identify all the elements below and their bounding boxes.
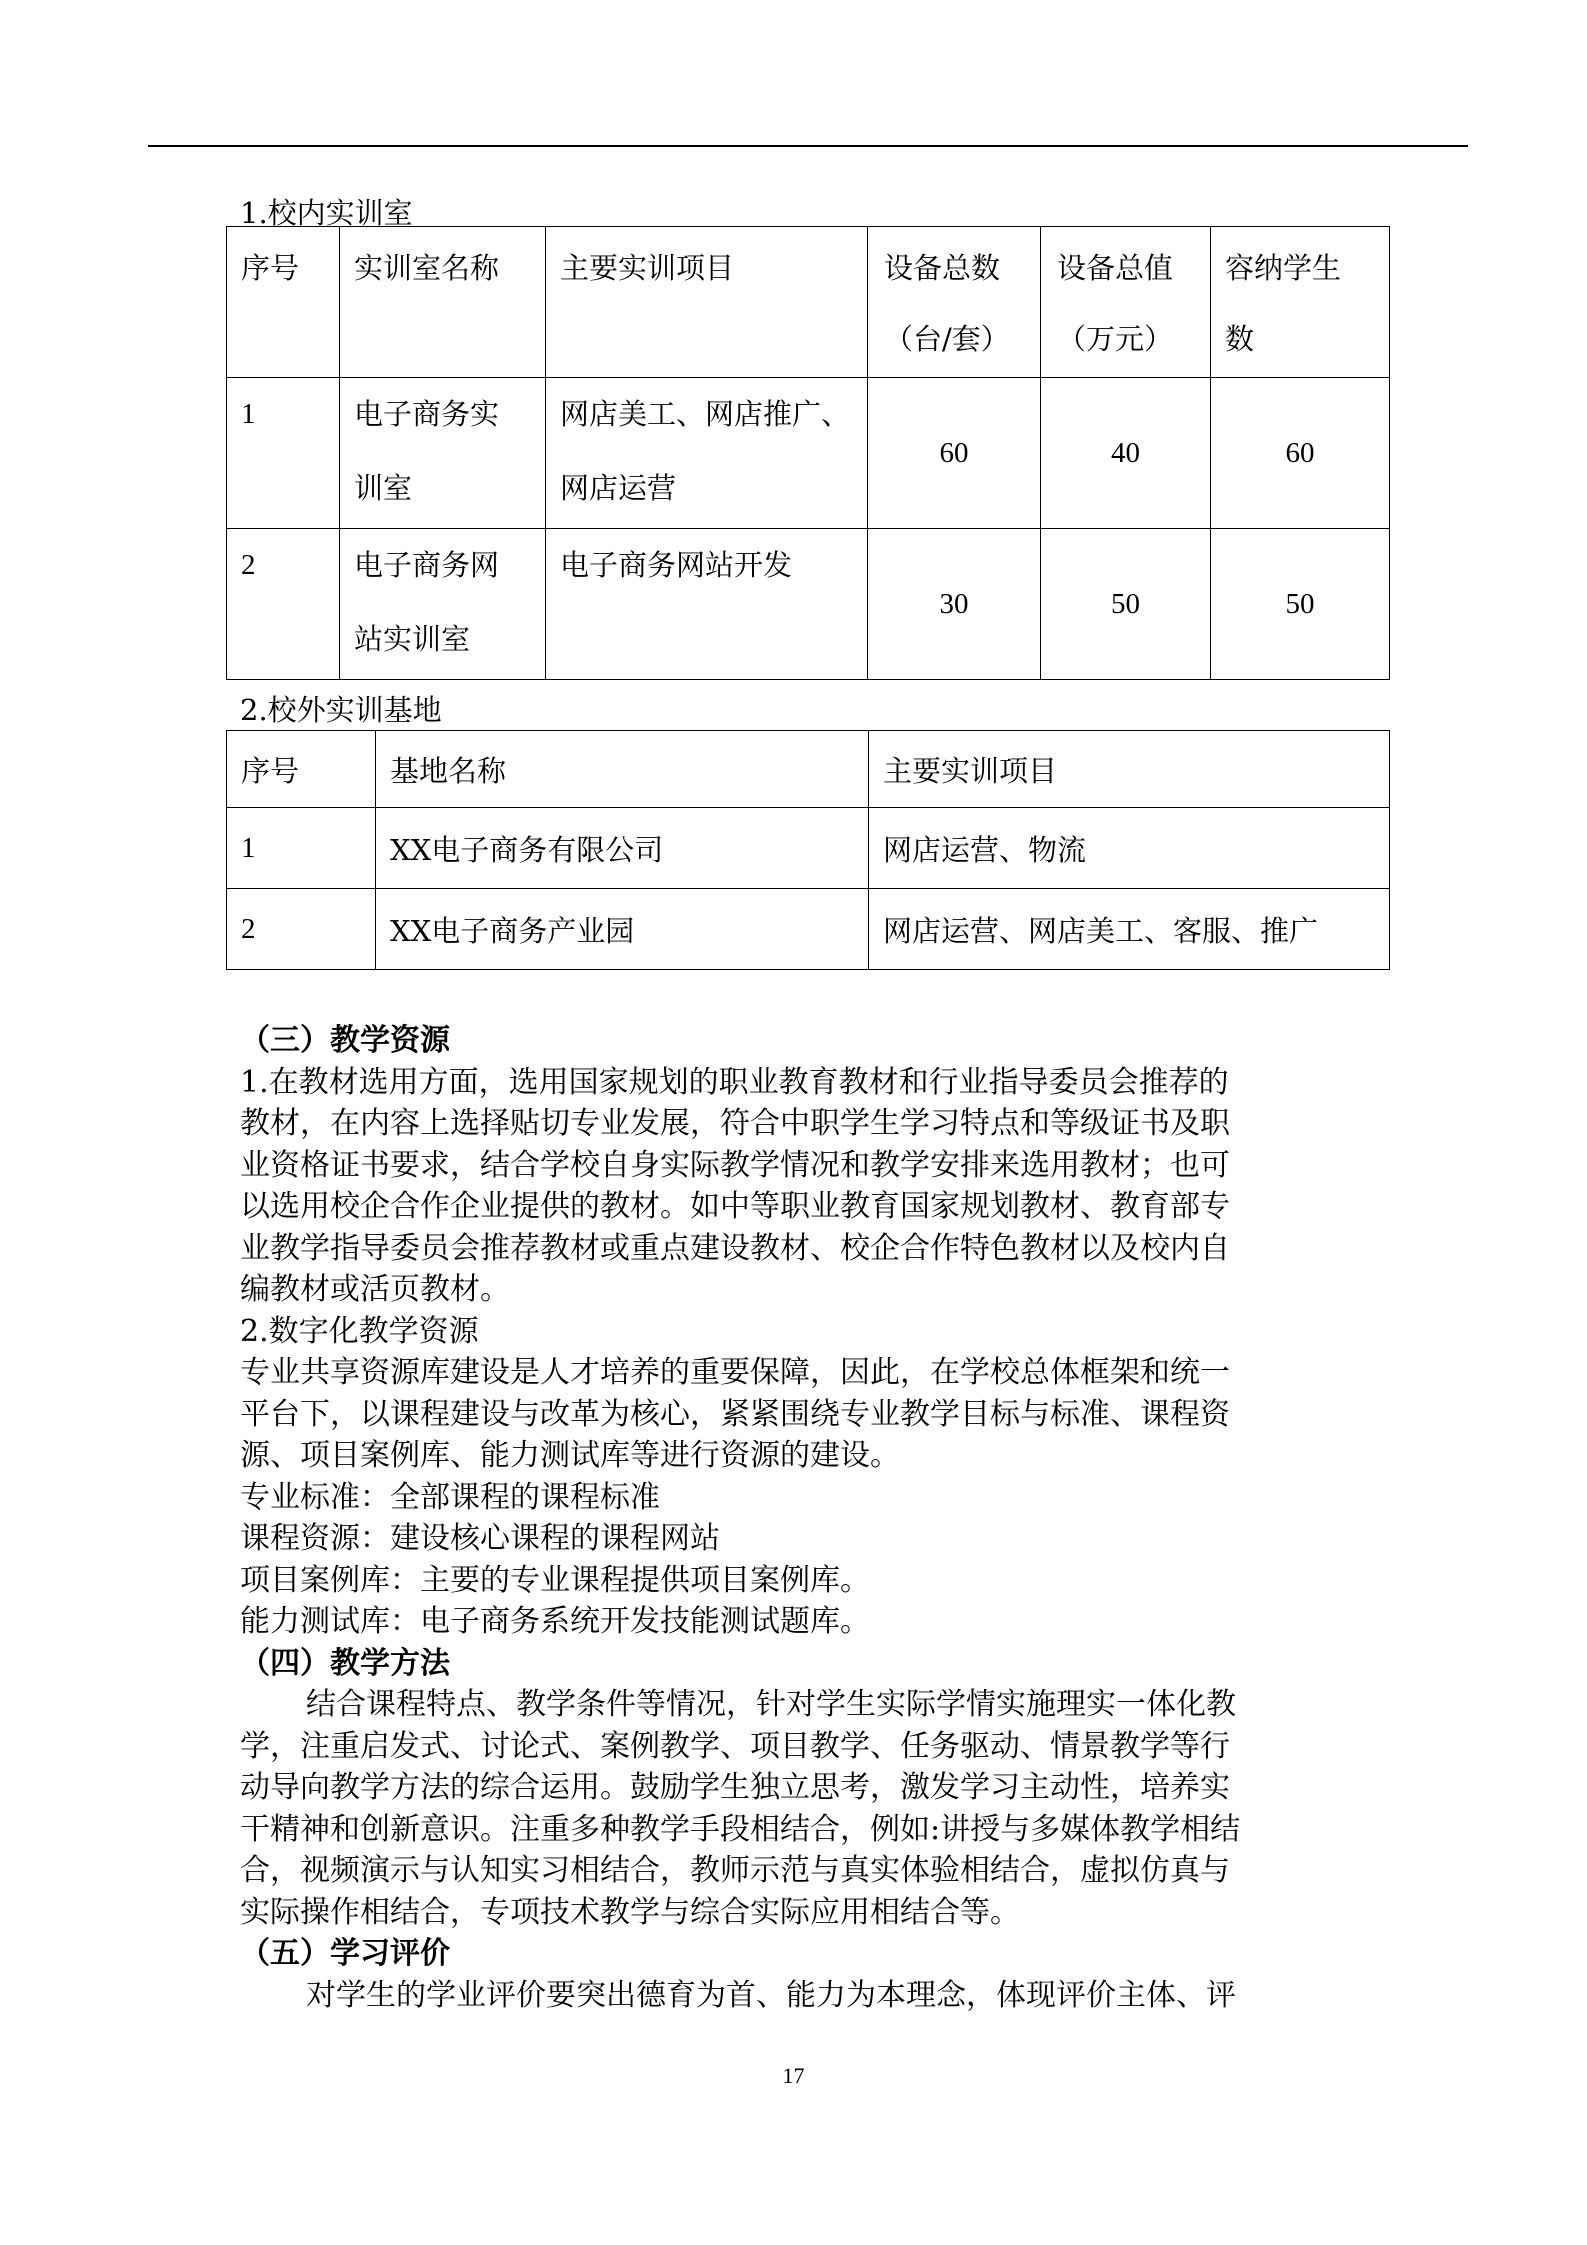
row-number: 2	[227, 529, 340, 680]
header-cell: 设备总数 （台/套）	[868, 227, 1041, 378]
paragraph-line: 干精神和创新意识。注重多种教学手段相结合，例如:讲授与多媒体教学相结	[240, 1811, 1241, 1847]
row-number: 2	[227, 889, 376, 970]
base-name: XX电子商务产业园	[376, 889, 869, 970]
table-row	[227, 529, 1390, 680]
heading-learning-evaluation: （五）学习评价	[240, 1936, 450, 1971]
paragraph-line: 源、项目案例库、能力测试库等进行资源的建设。	[240, 1438, 900, 1473]
paragraph-line: 教材，在内容上选择贴切专业发展，符合中职学生学习特点和等级证书及职	[240, 1106, 1230, 1141]
paragraph-line: 实际操作相结合，专项技术教学与综合实际应用相结合等。	[240, 1894, 1020, 1930]
student-capacity: 50	[1211, 529, 1390, 680]
header-cell: 序号	[227, 227, 340, 378]
header-cell: 容纳学生 数	[1211, 227, 1390, 378]
header-cell: 序号	[227, 731, 376, 808]
offcampus-base-table	[226, 730, 1390, 970]
room-name: 电子商务实 训室	[340, 378, 546, 529]
table-header-row	[227, 731, 1390, 808]
table-row	[227, 889, 1390, 970]
header-cell: 主要实训项目	[869, 731, 1390, 808]
paragraph-line: 以选用校企合作企业提供的教材。如中等职业教育国家规划教材、教育部专	[240, 1189, 1230, 1224]
training-projects: 网店运营、物流	[869, 808, 1390, 889]
heading-teaching-resources: （三）教学资源	[240, 1023, 450, 1058]
row-number: 1	[227, 808, 376, 889]
training-projects: 网店运营、网店美工、客服、推广	[869, 889, 1390, 970]
list-item: 能力测试库：电子商务系统开发技能测试题库。	[240, 1604, 870, 1639]
oncampus-training-table	[226, 226, 1390, 680]
equipment-count: 30	[868, 529, 1041, 680]
list-item: 课程资源：建设核心课程的课程网站	[240, 1521, 720, 1556]
base-name: XX电子商务有限公司	[376, 808, 869, 889]
room-name: 电子商务网 站实训室	[340, 529, 546, 680]
equipment-value: 50	[1041, 529, 1211, 680]
paragraph-line: 编教材或活页教材。	[240, 1272, 510, 1307]
section1-title: 1.校内实训室	[240, 196, 413, 230]
student-capacity: 60	[1211, 378, 1390, 529]
header-cell: 设备总值 （万元）	[1041, 227, 1211, 378]
paragraph-line: 专业共享资源库建设是人才培养的重要保障，因此，在学校总体框架和统一	[240, 1355, 1230, 1390]
paragraph-line: 业资格证书要求，结合学校自身实际教学情况和教学安排来选用教材；也可	[240, 1147, 1230, 1183]
body-text	[240, 1020, 1350, 2016]
section2-title: 2.校外实训基地	[240, 693, 442, 727]
paragraph-line: 1.在教材选用方面，选用国家规划的职业教育教材和行业指导委员会推荐的	[240, 1064, 1229, 1100]
header-cell: 实训室名称	[340, 227, 546, 378]
paragraph-line: 结合课程特点、教学条件等情况，针对学生实际学情实施理实一体化教	[306, 1687, 1236, 1722]
table-row	[227, 378, 1390, 529]
list-item: 项目案例库：主要的专业课程提供项目案例库。	[240, 1562, 870, 1598]
training-projects: 电子商务网站开发	[546, 529, 868, 680]
row-number: 1	[227, 378, 340, 529]
table-header-row	[227, 227, 1390, 378]
equipment-value: 40	[1041, 378, 1211, 529]
heading-teaching-methods: （四）教学方法	[240, 1645, 450, 1681]
paragraph-line: 业教学指导委员会推荐教材或重点建设教材、校企合作特色教材以及校内自	[240, 1230, 1230, 1266]
header-cell: 主要实训项目	[546, 227, 868, 378]
paragraph-line: 动导向教学方法的综合运用。鼓励学生独立思考，激发学习主动性，培养实	[240, 1770, 1230, 1805]
training-projects: 网店美工、网店推广、 网店运营	[546, 378, 868, 529]
paragraph-line: 学，注重启发式、讨论式、案例教学、项目教学、任务驱动、情景教学等行	[240, 1728, 1230, 1764]
subheading-digital-resources: 2.数字化教学资源	[240, 1313, 479, 1349]
paragraph-line: 对学生的学业评价要突出德育为首、能力为本理念，体现评价主体、评	[306, 1977, 1236, 2013]
equipment-count: 60	[868, 378, 1041, 529]
header-cell: 基地名称	[376, 731, 869, 808]
list-item: 专业标准：全部课程的课程标准	[240, 1479, 660, 1515]
table-row	[227, 808, 1390, 889]
paragraph-line: 合，视频演示与认知实习相结合，教师示范与真实体验相结合，虚拟仿真与	[240, 1853, 1230, 1888]
paragraph-line: 平台下，以课程建设与改革为核心，紧紧围绕专业教学目标与标准、课程资	[240, 1396, 1230, 1432]
page-number: 17	[782, 2063, 805, 2088]
header-rule	[148, 145, 1468, 147]
